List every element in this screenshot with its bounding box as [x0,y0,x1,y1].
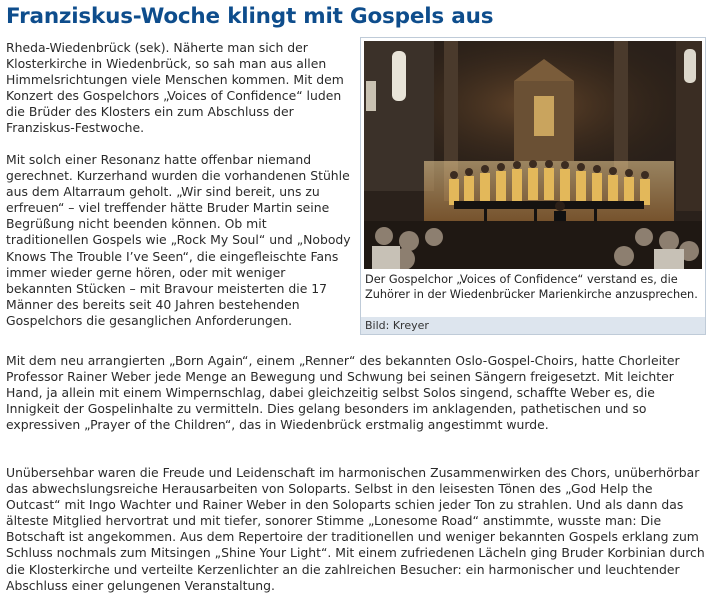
article-paragraph-4: Unübersehbar waren die Freude und Leidenschaft im harmonischen Zusammenwirken des Chors, unüberhörbar das abwechslungsreiche Herausarbeiten von Soloparts. Selbst in den leisesten Tönen des „God Help the Outcast“ mit Ingo Wachter und Rainer Weber in den Soloparts schien jeder Ton zu strahlen. Und als dann das älteste Mitglied hervortrat und mit tiefer, sonorer Stimme „Lonesome Road“ anstimmte, wusste man: Die Botschaft ist angekommen. Aus dem Repertoire der traditionellen und weniger bekannten Gospels erklang zum Schluss nochmals zum Mitsingen „Shine Your Light“. Mit einem zufriedenen Lächeln ging Bruder Korbinian durch die Klosterkirche und verteilte Kerzenlichter an die zahlreichen Besucher: ein harmonischer und leuchtender Abschluss einer gelungenen Veranstaltung. [6,465,705,593]
photo-credit: Bild: Kreyer [361,317,705,334]
figure-caption: Der Gospelchor „Voices of Confidence“ verstand es, die Zuhörer in der Wiedenbrücker Marienkirche anzusprechen. [365,273,698,301]
article-paragraph-1: Rheda-Wiedenbrück (sek). Näherte man sich der Klosterkirche in Wiedenbrück, so sah man aus allen Himmelsrichtungen viele Menschen kommen. Mit dem Konzert des Gospelchors „Voices of Confidence“ luden die Brüder des Klosters ein zum Abschluss der Franziskus-Festwoche. [6,40,344,136]
article-figure [360,37,706,335]
article-paragraph-2: Mit solch einer Resonanz hatte offenbar niemand gerechnet. Kurzerhand wurden die vorhandenen Stühle aus dem Altarraum geholt. „Wir sind bereit, uns zu erfreuen“ – viel treffender hätte Bruder Martin seine Begrüßung nicht beenden können. Ob mit traditionellen Gospels wie „Rock My Soul“ und „Nobody Knows The Trouble I’ve Seen“, die eingefleischte Fans immer wieder gerne hören, oder mit weniger bekannten Stücken – mit Bravour meisterten die 17 Männer des bereits seit 40 Jahren bestehenden Gospelchors die gesanglichen Anforderungen. [6,152,351,328]
article-paragraph-3: Mit dem neu arrangierten „Born Again“, einem „Renner“ des bekannten Oslo-Gospel-Choirs, hatte Chorleiter Professor Rainer Weber jede Menge an Bewegung und Schwung bei seinen Sängern freigesetzt. Mit leichter Hand, ja allein mit einem Wimpernschlag, dabei gleichzeitig selbst Solos singend, schaffte Weber es, die Innigkeit der Gospelinhalte zu vermitteln. Dies gelang besonders im anklagenden, pathetischen und so expressiven „Prayer of the Children“, das in Wiedenbrück erstmalig angestimmt wurde. [6,353,680,433]
choir-concert-photo [364,41,702,269]
article-headline: Franziskus-Woche klingt mit Gospels aus [6,4,494,29]
